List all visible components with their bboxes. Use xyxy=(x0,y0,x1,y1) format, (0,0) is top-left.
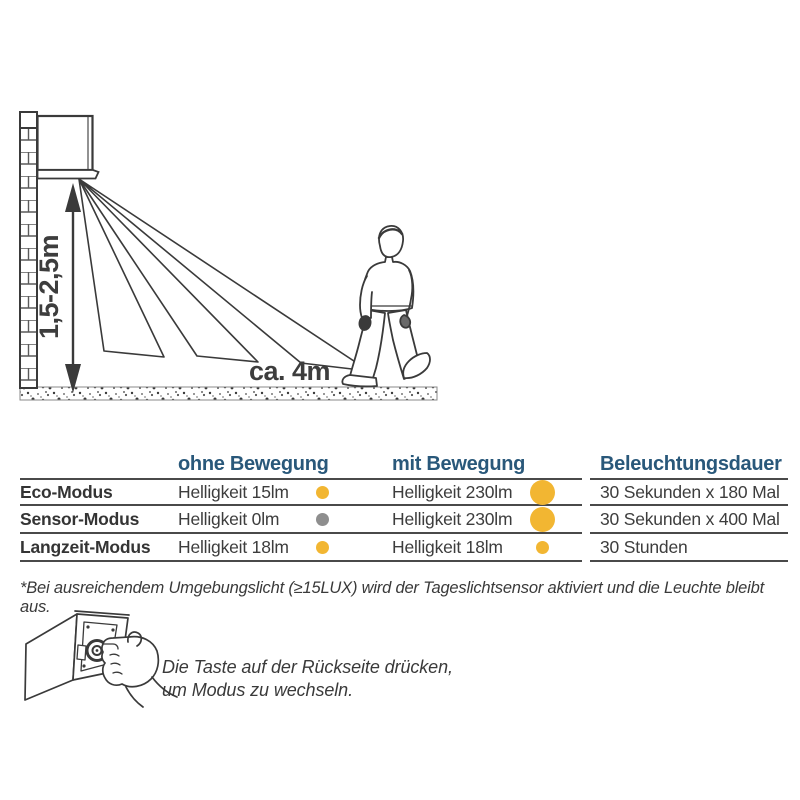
brightness-indicator-dot xyxy=(316,486,329,499)
col-header-ohne-bewegung: ohne Bewegung xyxy=(178,452,329,475)
sensor-dauer-cell: 30 Sekunden x 400 Mal xyxy=(590,506,788,534)
sensor-light-fixture xyxy=(38,116,99,179)
height-dimension-arrow xyxy=(34,183,81,393)
header-spacer xyxy=(582,450,590,478)
brightness-indicator-dot xyxy=(536,541,549,554)
brightness-indicator-dot xyxy=(530,480,555,505)
langzeit-mit-text: Helligkeit 18lm xyxy=(392,536,503,557)
eco-ohne-text: Helligkeit 15lm xyxy=(178,481,289,502)
eco-mit-text: Helligkeit 230lm xyxy=(392,481,513,502)
langzeit-dauer-cell: 30 Stunden xyxy=(590,534,788,562)
eco-ohne-cell xyxy=(178,478,392,506)
mode-change-instruction xyxy=(162,656,453,702)
sensor-ohne-text: Helligkeit 0lm xyxy=(178,508,280,529)
brightness-indicator-dot xyxy=(530,507,555,532)
row-spacer xyxy=(582,478,590,506)
langzeit-ohne-cell xyxy=(178,534,392,562)
row-label-langzeit-modus: Langzeit-Modus xyxy=(20,534,178,562)
langzeit-ohne-text: Helligkeit 18lm xyxy=(178,536,289,557)
sensor-mit-text: Helligkeit 230lm xyxy=(392,508,513,529)
langzeit-mit-cell xyxy=(392,534,582,562)
col-header-mit-bewegung: mit Bewegung xyxy=(392,452,526,475)
brightness-indicator-dot xyxy=(316,541,329,554)
row-label-sensor-modus: Sensor-Modus xyxy=(20,506,178,534)
detection-beams xyxy=(79,179,369,371)
sensor-ohne-cell xyxy=(178,506,392,534)
instruction-line-2: um Modus zu wechseln. xyxy=(162,680,353,700)
distance-label: ca. 4m xyxy=(249,356,331,386)
table-corner-cell xyxy=(20,450,178,478)
eco-mit-cell xyxy=(392,478,582,506)
height-label: 1,5-2,5m xyxy=(34,234,64,340)
walking-person xyxy=(342,226,430,386)
eco-dauer-cell: 30 Sekunden x 180 Mal xyxy=(590,478,788,506)
daylight-sensor-footnote: *Bei ausreichendem Umgebungslicht (≥15LUX) wird der Tageslichtsensor aktiviert und die Leuchte bleibt aus. xyxy=(20,579,764,616)
mode-table xyxy=(20,450,788,562)
sensor-mit-cell xyxy=(392,506,582,534)
row-spacer xyxy=(582,506,590,534)
instruction-line-1: Die Taste auf der Rückseite drücken, xyxy=(162,657,453,677)
row-label-eco-modus: Eco-Modus xyxy=(20,478,178,506)
brightness-indicator-dot xyxy=(316,513,329,526)
col-header-beleuchtungsdauer: Beleuchtungsdauer xyxy=(600,452,782,475)
ground-strip xyxy=(20,387,437,400)
row-spacer xyxy=(582,534,590,562)
